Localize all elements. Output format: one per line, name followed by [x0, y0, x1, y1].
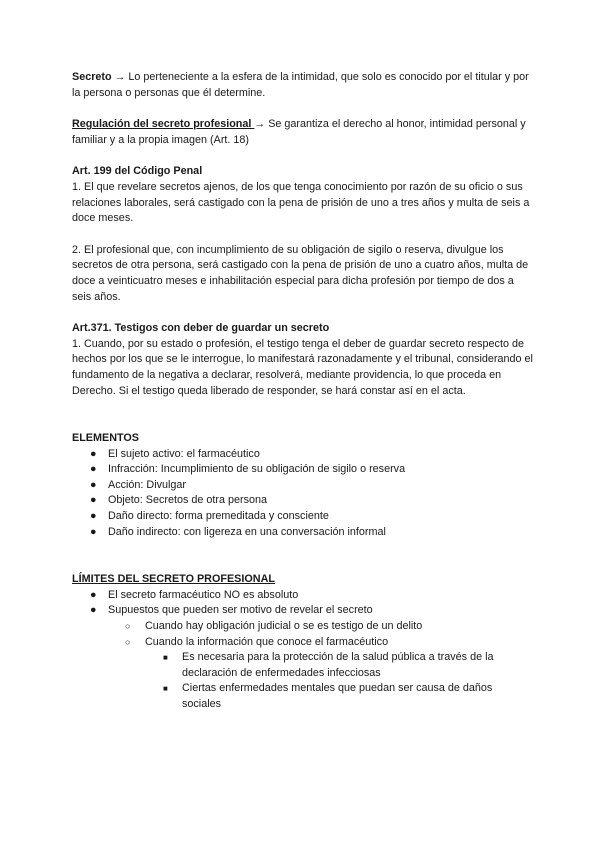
list-item: ○ Cuando la información que conoce el farmacéutico ■ Es necesaria para la protección de la salud pública a través de la declaración de enfermedades infecciosas ■ Ciertas enfermedades mentales que puedan ser causa de daños sociales	[108, 635, 534, 713]
list-item: ● Acción: Divulgar	[72, 478, 534, 494]
bullet-icon: ●	[90, 604, 97, 617]
bullet-icon: ●	[90, 525, 97, 538]
regulacion-text: Se garantiza el derecho al honor, intimidad personal y familiar y a la propia imagen (Art. 18)	[72, 118, 526, 146]
list-item: ● El sujeto activo: el farmacéutico	[72, 447, 534, 463]
bullet-icon: ●	[90, 463, 97, 476]
list-item: ● Infracción: Incumplimiento de su obligación de sigilo o reserva	[72, 462, 534, 478]
list-item: ● El secreto farmacéutico NO es absoluto	[72, 588, 534, 604]
circle-bullet-icon: ○	[125, 636, 131, 647]
list-item: ● Supuestos que pueden ser motivo de revelar el secreto ○ Cuando hay obligación judicial o se es testigo de un delito ○ Cuando la información que conoce el farmacéutico ■ Es necesaria para la protección de la salud pública a través de la declaración de enfermedades infecciosas ■ Ciertas enfermedades mentales que puedan ser causa de daños sociales	[72, 603, 534, 712]
list-item: ● Objeto: Secretos de otra persona	[72, 493, 534, 509]
secreto-term: Secreto	[72, 71, 112, 83]
art371-heading: Art.371. Testigos con deber de guardar un secreto	[72, 322, 330, 335]
art199-heading: Art. 199 del Código Penal	[72, 165, 203, 178]
informacion-list	[145, 650, 534, 712]
bullet-icon: ●	[90, 447, 97, 460]
document-body	[72, 70, 534, 713]
secreto-definition	[72, 70, 534, 101]
list-item: ○ Cuando hay obligación judicial o se es testigo de un delito	[108, 619, 534, 635]
bullet-icon: ●	[90, 588, 97, 601]
art199-paragraph-1: 1. El que revelare secretos ajenos, de los que tenga conocimiento por razón de su oficio o sus relaciones laborales, será castigado con la pena de prisión de uno a tres años y multa de seis a doce meses.	[72, 180, 530, 225]
limites-list	[72, 588, 534, 713]
supuestos-list	[108, 619, 534, 713]
list-item: ● Daño indirecto: con ligereza en una conversación informal	[72, 525, 534, 541]
art199-paragraph-2: 2. El profesional que, con incumplimiento de su obligación de sigilo o reserva, divulgue los secretos de otra persona, será castigado con la pena de prisión de uno a cuatro años, multa de doce a veinticuatro meses e inhabilitación especial para dicha profesión por tiempo de dos a seis años.	[72, 243, 529, 303]
arrow-icon: →	[114, 71, 126, 83]
elementos-heading: ELEMENTOS	[72, 432, 139, 445]
list-item: ■ Ciertas enfermedades mentales que puedan ser causa de daños sociales	[163, 682, 493, 710]
bullet-icon: ●	[90, 478, 97, 491]
regulacion-paragraph	[72, 117, 534, 148]
art371-paragraph-1: 1. Cuando, por su estado o profesión, el testigo tenga el deber de guardar secreto respecto de hechos por los que se le interrogue, lo manifestará razonadamente y el tribunal, considerando el fundamento de la negativa a declarar, resolverá, mediante providencia, lo que proceda en Derecho. Si el testigo queda liberado de responder, se hará constar así en el acta.	[72, 337, 533, 397]
bullet-icon: ●	[90, 510, 97, 523]
circle-bullet-icon: ○	[125, 621, 131, 632]
list-item: ■ Es necesaria para la protección de la salud pública a través de la declaración de enfermedades infecciosas	[163, 651, 494, 679]
square-bullet-icon: ■	[163, 684, 168, 694]
secreto-text: Lo perteneciente a la esfera de la intimidad, que solo es conocido por el titular y por la persona o personas que él determine.	[72, 71, 529, 99]
limites-heading: LÍMITES DEL SECRETO PROFESIONAL	[72, 573, 275, 586]
elementos-list	[72, 447, 534, 541]
list-item: ● Daño directo: forma premeditada y consciente	[72, 509, 534, 525]
square-bullet-icon: ■	[163, 653, 168, 663]
regulacion-term: Regulación del secreto profesional	[72, 118, 255, 131]
arrow-icon: →	[254, 118, 266, 131]
bullet-icon: ●	[90, 494, 97, 507]
